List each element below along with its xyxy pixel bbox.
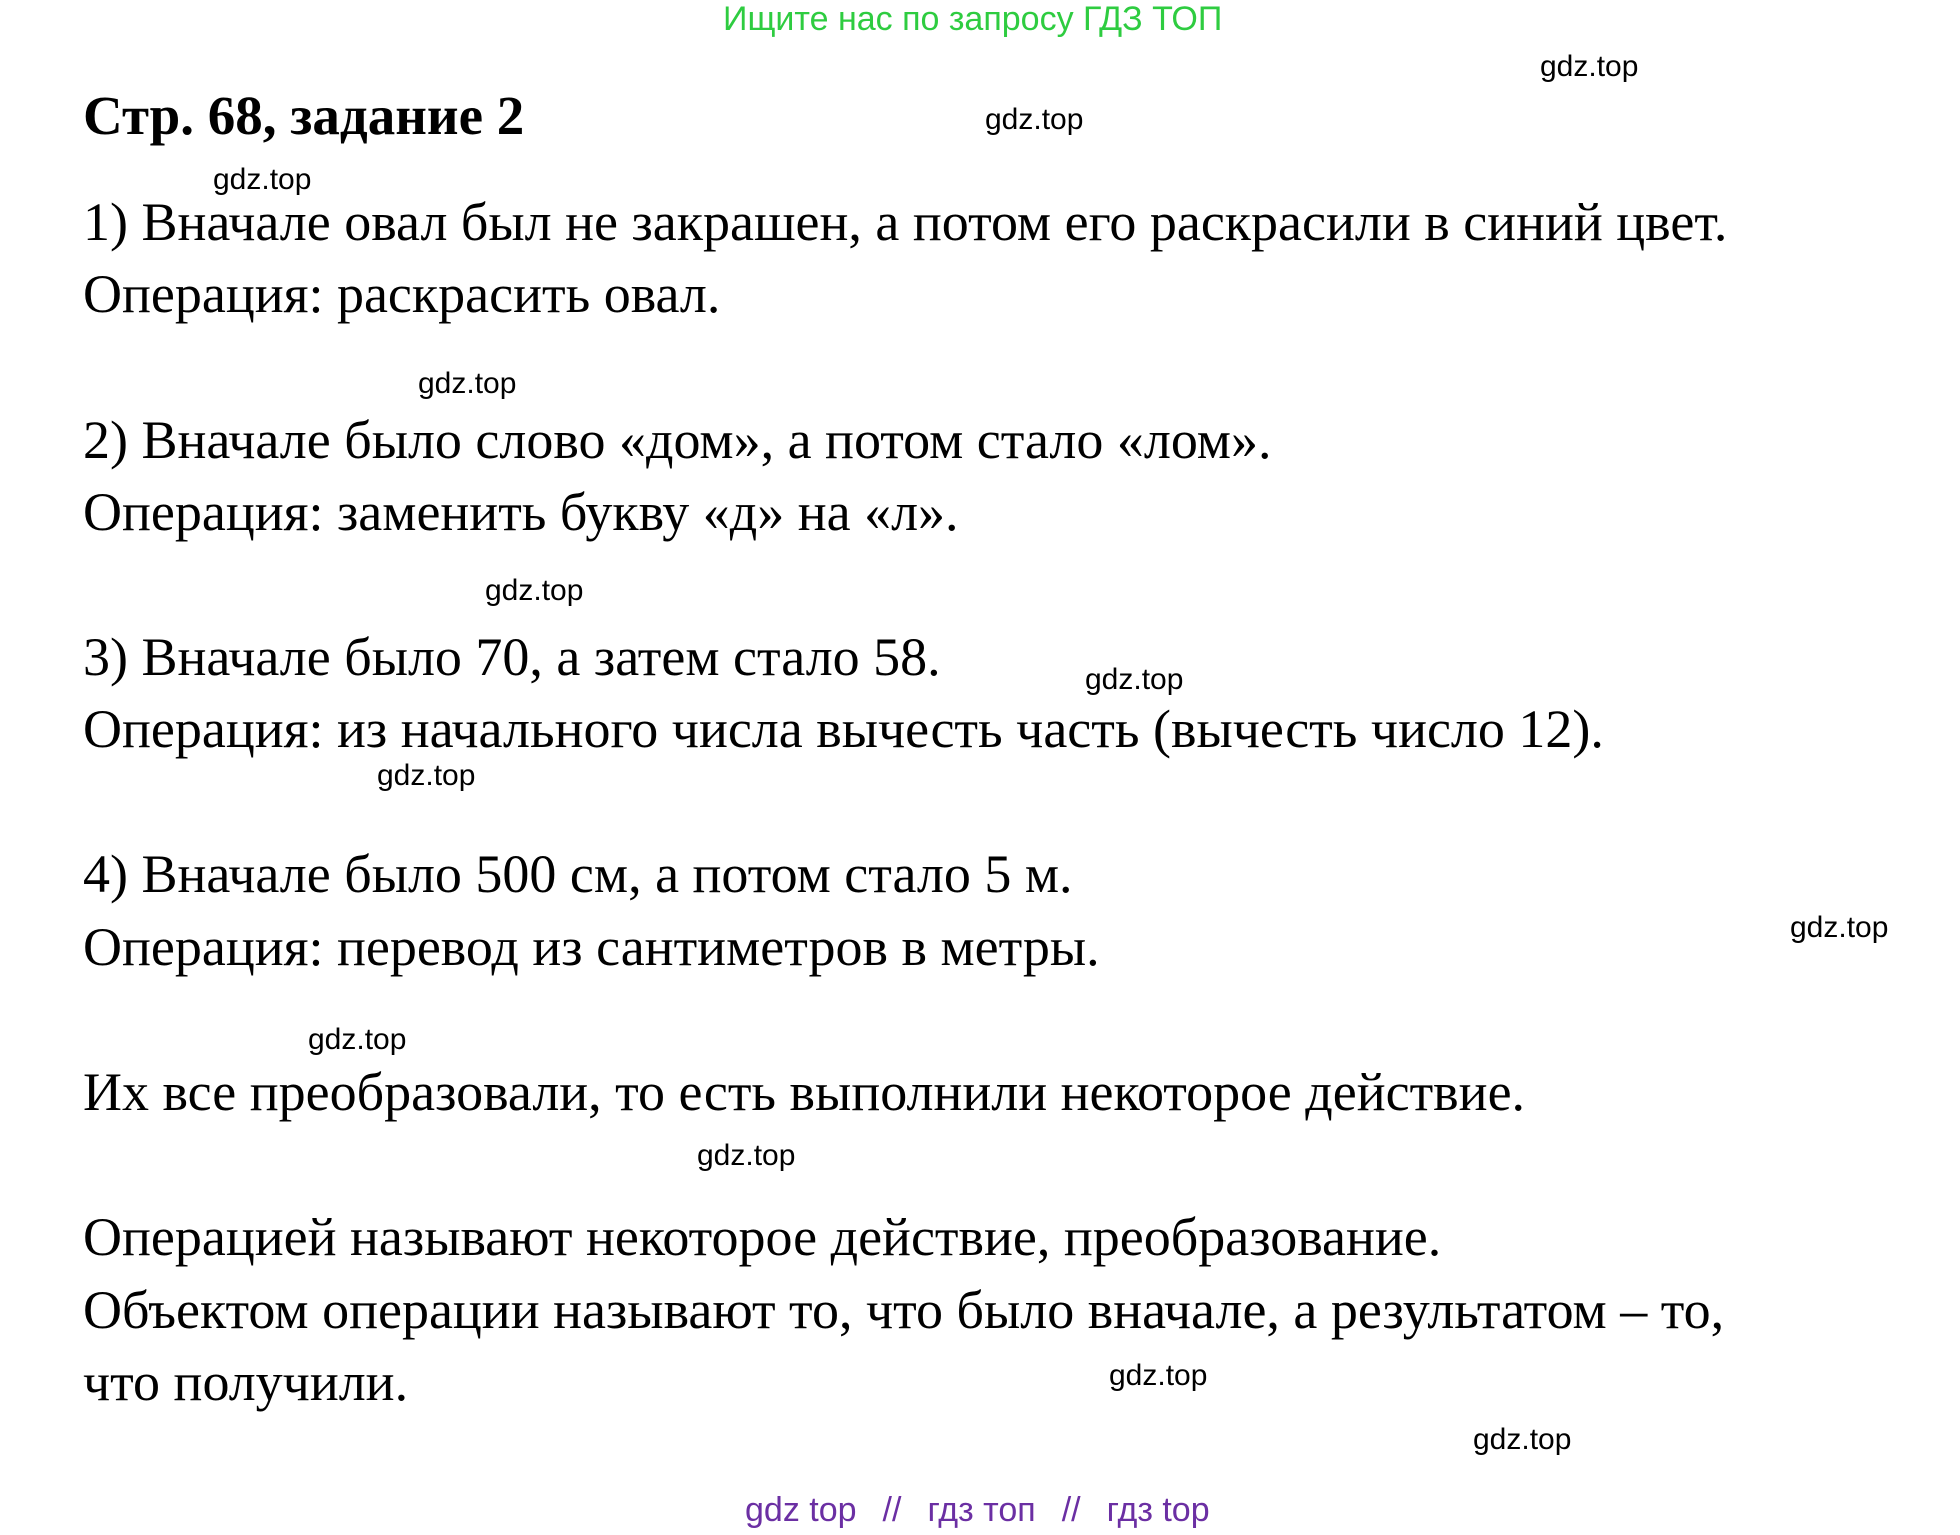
footer-separator: // (1061, 1491, 1081, 1529)
definition-line-3: что получили. (83, 1352, 409, 1412)
item-2-operation: Операция: заменить букву «д» на «л». (83, 482, 959, 542)
watermark: gdz.top (213, 163, 312, 196)
watermark: gdz.top (1085, 663, 1184, 696)
item-4-statement: 4) Вначале было 500 см, а потом стало 5 м. (83, 844, 1073, 904)
footer-link-gdz-top-ru[interactable]: гдз топ (927, 1491, 1036, 1529)
footer-separator: // (882, 1491, 902, 1529)
summary-text: Их все преобразовали, то есть выполнили некоторое действие. (83, 1062, 1526, 1122)
watermark: gdz.top (1790, 911, 1889, 944)
watermark: gdz.top (377, 759, 476, 792)
top-banner: Ищите нас по запросу ГДЗ ТОП (723, 0, 1223, 38)
watermark: gdz.top (418, 367, 517, 400)
item-2-statement: 2) Вначале было слово «дом», а потом стало «лом». (83, 410, 1272, 470)
watermark: gdz.top (985, 103, 1084, 136)
watermark: gdz.top (485, 574, 584, 607)
footer-link-gdz-top-mixed[interactable]: гдз top (1106, 1491, 1210, 1529)
page-title: Стр. 68, задание 2 (83, 85, 525, 146)
watermark: gdz.top (308, 1023, 407, 1056)
watermark: gdz.top (1473, 1423, 1572, 1456)
watermark: gdz.top (697, 1139, 796, 1172)
footer-links (745, 1490, 1210, 1530)
definition-line-2: Объектом операции называют то, что было вначале, а результатом – то, (83, 1280, 1725, 1340)
footer-link-gdz-top[interactable]: gdz top (745, 1491, 857, 1529)
item-4-operation: Операция: перевод из сантиметров в метры. (83, 917, 1100, 977)
item-1-operation: Операция: раскрасить овал. (83, 264, 721, 324)
watermark: gdz.top (1540, 50, 1639, 83)
item-3-operation: Операция: из начального числа вычесть часть (вычесть число 12). (83, 699, 1604, 759)
watermark: gdz.top (1109, 1359, 1208, 1392)
item-1-statement: 1) Вначале овал был не закрашен, а потом его раскрасили в синий цвет. (83, 192, 1728, 252)
item-3-statement: 3) Вначале было 70, а затем стало 58. (83, 627, 941, 687)
definition-line-1: Операцией называют некоторое действие, преобразование. (83, 1207, 1442, 1267)
